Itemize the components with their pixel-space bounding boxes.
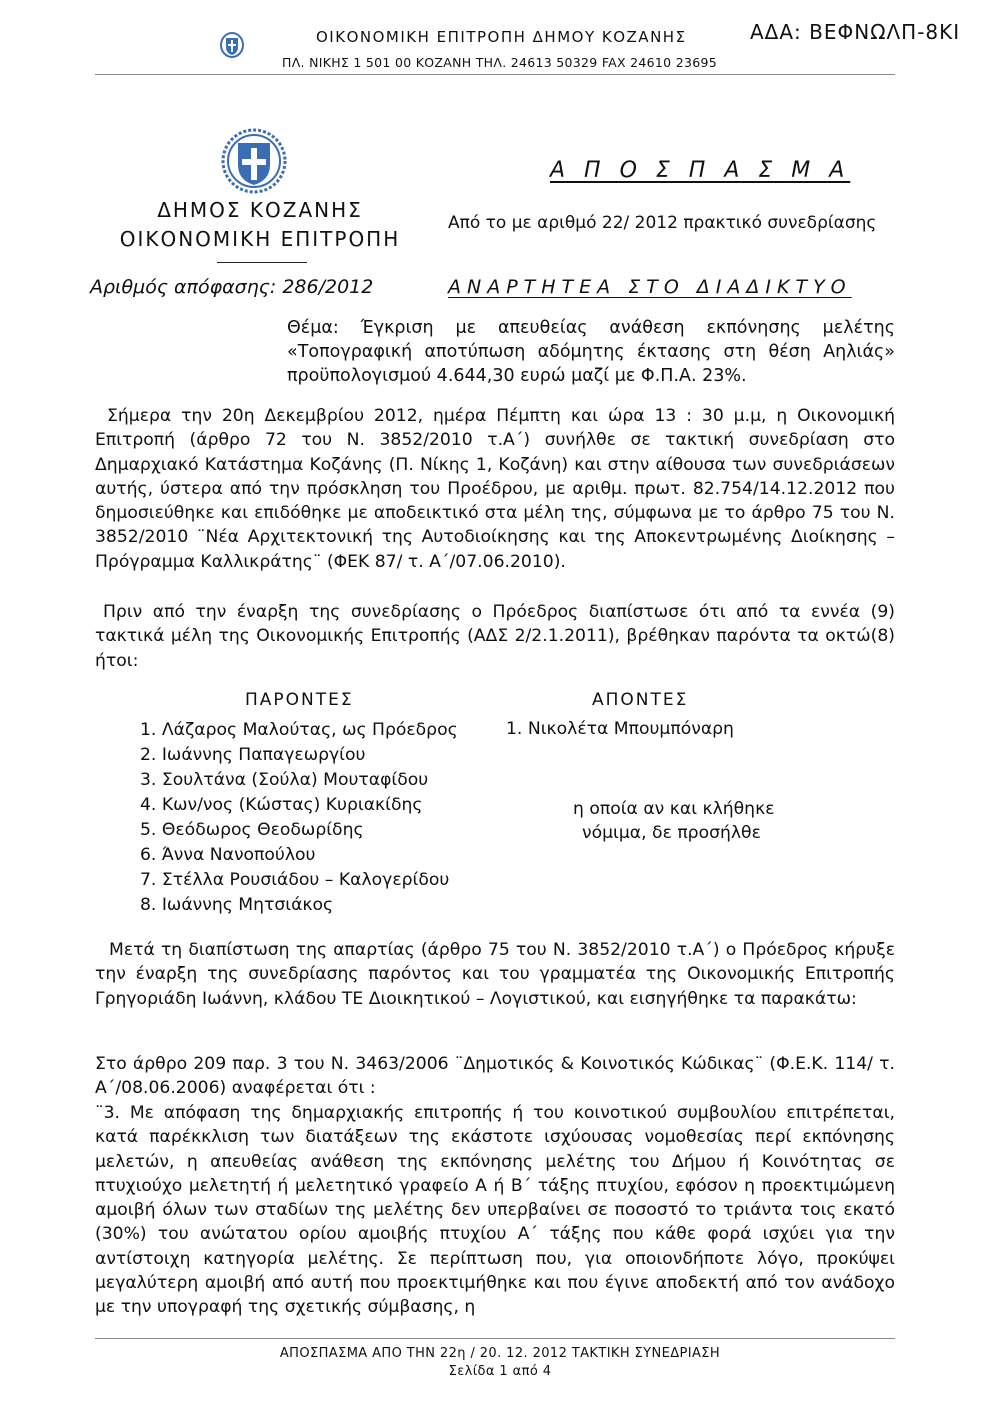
- posting-notice: ΑΝΑΡΤΗΤΕΑ ΣΤΟ ΔΙΑΔΙΚΤΥΟ: [448, 276, 852, 298]
- minutes-reference: Από το με αριθμό 22/ 2012 πρακτικό συνεδρίασης: [448, 213, 877, 233]
- subject: Θέμα: Έγκριση με απευθείας ανάθεση εκπόνησης μελέτης «Τοπογραφική αποτύπωση αδόμητης έκτασης στη θέση Αηλιάς» προϋπολογισμού 4.644,30 ευρώ μαζί με Φ.Π.Α. 23%.: [287, 318, 895, 386]
- absent-member: 1. Νικολέτα Μπουμπόναρη: [506, 719, 734, 739]
- present-member: 1. Λάζαρος Μαλούτας, ως Πρόεδρος: [140, 720, 458, 740]
- present-member: 6. Άννα Νανοπούλου: [140, 845, 316, 865]
- quorum-paragraph: Πριν από την έναρξη της συνεδρίασης ο Πρόεδρος διαπίστωσε ότι από τα εννέα (9) τακτικά μέλη της Οικονομικής Επιτροπής (ΑΔΣ 2/2.1.2011), βρέθηκαν παρόντα τα οκτώ(8) ήτοι:: [95, 602, 895, 671]
- absent-heading: ΑΠΟΝΤΕΣ: [592, 690, 689, 710]
- meeting-paragraph: Σήμερα την 20η Δεκεμβρίου 2012, ημέρα Πέμπτη και ώρα 13 : 30 μ.μ, η Οικονομική Επιτροπή (άρθρο 72 του Ν. 3852/2010 τ.Α΄) συνήλθε σε τακτική συνεδρίαση στο Δημαρχιακό Κατάστημα Κοζάνης (Π. Νίκης 1, Κοζάνη) και στην αίθουσα των συνεδριάσεων αυτής, ύστερα από την πρόσκληση του Προέδρου, με αριθμ. πρωτ. 82.754/14.12.2012 που δημοσιεύθηκε και επιδόθηκε με αποδεικτικό στα μέλη της, σύμφωνα με το άρθρο 75 του Ν. 3852/2010 ¨Νέα Αρχιτεκτονική της Αυτοδιοίκησης και της Αποκεντρωμένης Διοίκησης – Πρόγραμμα Καλλικράτης¨ (ΦΕΚ 87/ τ. Α΄/07.06.2010).: [95, 406, 895, 572]
- absent-note: νόμιμα, δε προσήλθε: [582, 823, 761, 843]
- page-number: Σελίδα 1 από 4: [448, 1364, 552, 1379]
- committee-underline: [217, 262, 307, 263]
- ada-code: ΑΔΑ: ΒΕΦΝΩΛΠ-8ΚΙ: [750, 20, 961, 44]
- present-member: 7. Στέλλα Ρουσιάδου – Καλογερίδου: [140, 870, 450, 890]
- coat-of-arms-icon: [220, 32, 244, 58]
- present-member: 8. Ιωάννης Μητσιάκος: [140, 895, 334, 915]
- opening-paragraph: Μετά τη διαπίστωση της απαρτίας (άρθρο 75 του Ν. 3852/2010 τ.Α΄) ο Πρόεδρος κήρυξε την έναρξη της συνεδρίασης παρόντος και του γραμματέα της Οικονομικής Επιτροπής Γρηγοριάδη Ιωάννη, κλάδου ΤΕ Διοικητικού – Λογιστικού, και εισηγήθηκε τα παρακάτω:: [95, 940, 895, 1009]
- header-committee-name: ΟΙΚΟΝΟΜΙΚΗ ΕΠΙΤΡΟΠΗ ΔΗΜΟΥ ΚΟΖΑΝΗΣ: [316, 28, 687, 46]
- coat-of-arms-icon: [221, 128, 287, 194]
- present-member: 2. Ιωάννης Παπαγεωργίου: [140, 745, 366, 765]
- header-address: ΠΛ. ΝΙΚΗΣ 1 501 00 ΚΟΖΑΝΗ ΤΗΛ. 24613 50329 FAX 24610 23695: [282, 55, 717, 70]
- present-member: 5. Θεόδωρος Θεοδωρίδης: [140, 820, 364, 840]
- footer-divider: [95, 1338, 895, 1339]
- footer-title: ΑΠΟΣΠΑΣΜΑ ΑΠΟ ΤΗΝ 22η / 20. 12. 2012 ΤΑΚΤΙΚΗ ΣΥΝΕΔΡΙΑΣΗ: [279, 1346, 721, 1361]
- present-member: 3. Σουλτάνα (Σούλα) Μουταφίδου: [140, 770, 429, 790]
- present-heading: ΠΑΡΟΝΤΕΣ: [245, 690, 354, 710]
- absent-note: η οποία αν και κλήθηκε: [573, 799, 775, 819]
- document-title: Α Π Ο Σ Π Α Σ Μ Α: [550, 158, 851, 183]
- header-divider: [95, 74, 895, 75]
- large-emblem: [221, 128, 287, 194]
- committee-name: ΟΙΚΟΝΟΜΙΚΗ ΕΠΙΤΡΟΠΗ: [119, 227, 401, 251]
- present-member: 4. Κων/νος (Κώστας) Κυριακίδης: [140, 795, 423, 815]
- municipality-name: ΔΗΜΟΣ ΚΟΖΑΝΗΣ: [157, 198, 363, 222]
- header-small-emblem: [220, 32, 244, 58]
- law-reference-paragraph: Στο άρθρο 209 παρ. 3 του Ν. 3463/2006 ¨Δημοτικός & Κοινοτικός Κώδικας¨ (Φ.Ε.Κ. 114/ τ. Α΄/08.06.2006) αναφέρεται ότι :: [95, 1054, 895, 1099]
- decision-number: Αριθμός απόφασης: 286/2012: [90, 276, 374, 298]
- law-quote-paragraph: ¨3. Με απόφαση της δημαρχιακής επιτροπής ή του κοινοτικού συμβουλίου επιτρέπεται, κατά παρέκκλιση των διατάξεων της εκάστοτε ισχύουσας νομοθεσίας περί εκπόνησης μελετών, η απευθείας ανάθεση της εκπόνησης μελέτης του Δήμου ή Κοινότητας σε πτυχιούχο μελετητή ή μελετητικό γραφείο Α ή Β΄ τάξης πτυχίου, εφόσον η προεκτιμώμενη αμοιβή όλων των σταδίων της μελέτης δεν υπερβαίνει σε ποσοστό το τριάντα τοις εκατό (30%) του ανώτατου ορίου αμοιβής πτυχίου Α΄ τάξης που κάθε φορά ισχύει για την αντίστοιχη κατηγορία μελέτης. Σε περίπτωση που, για οποιονδήποτε λόγο, προκύψει μεγαλύτερη αμοιβή από αυτή που προεκτιμήθηκε και που έγινε αποδεκτή από τον ανάδοχο με την υπογραφή της σχετικής σύμβασης, η: [95, 1103, 895, 1318]
